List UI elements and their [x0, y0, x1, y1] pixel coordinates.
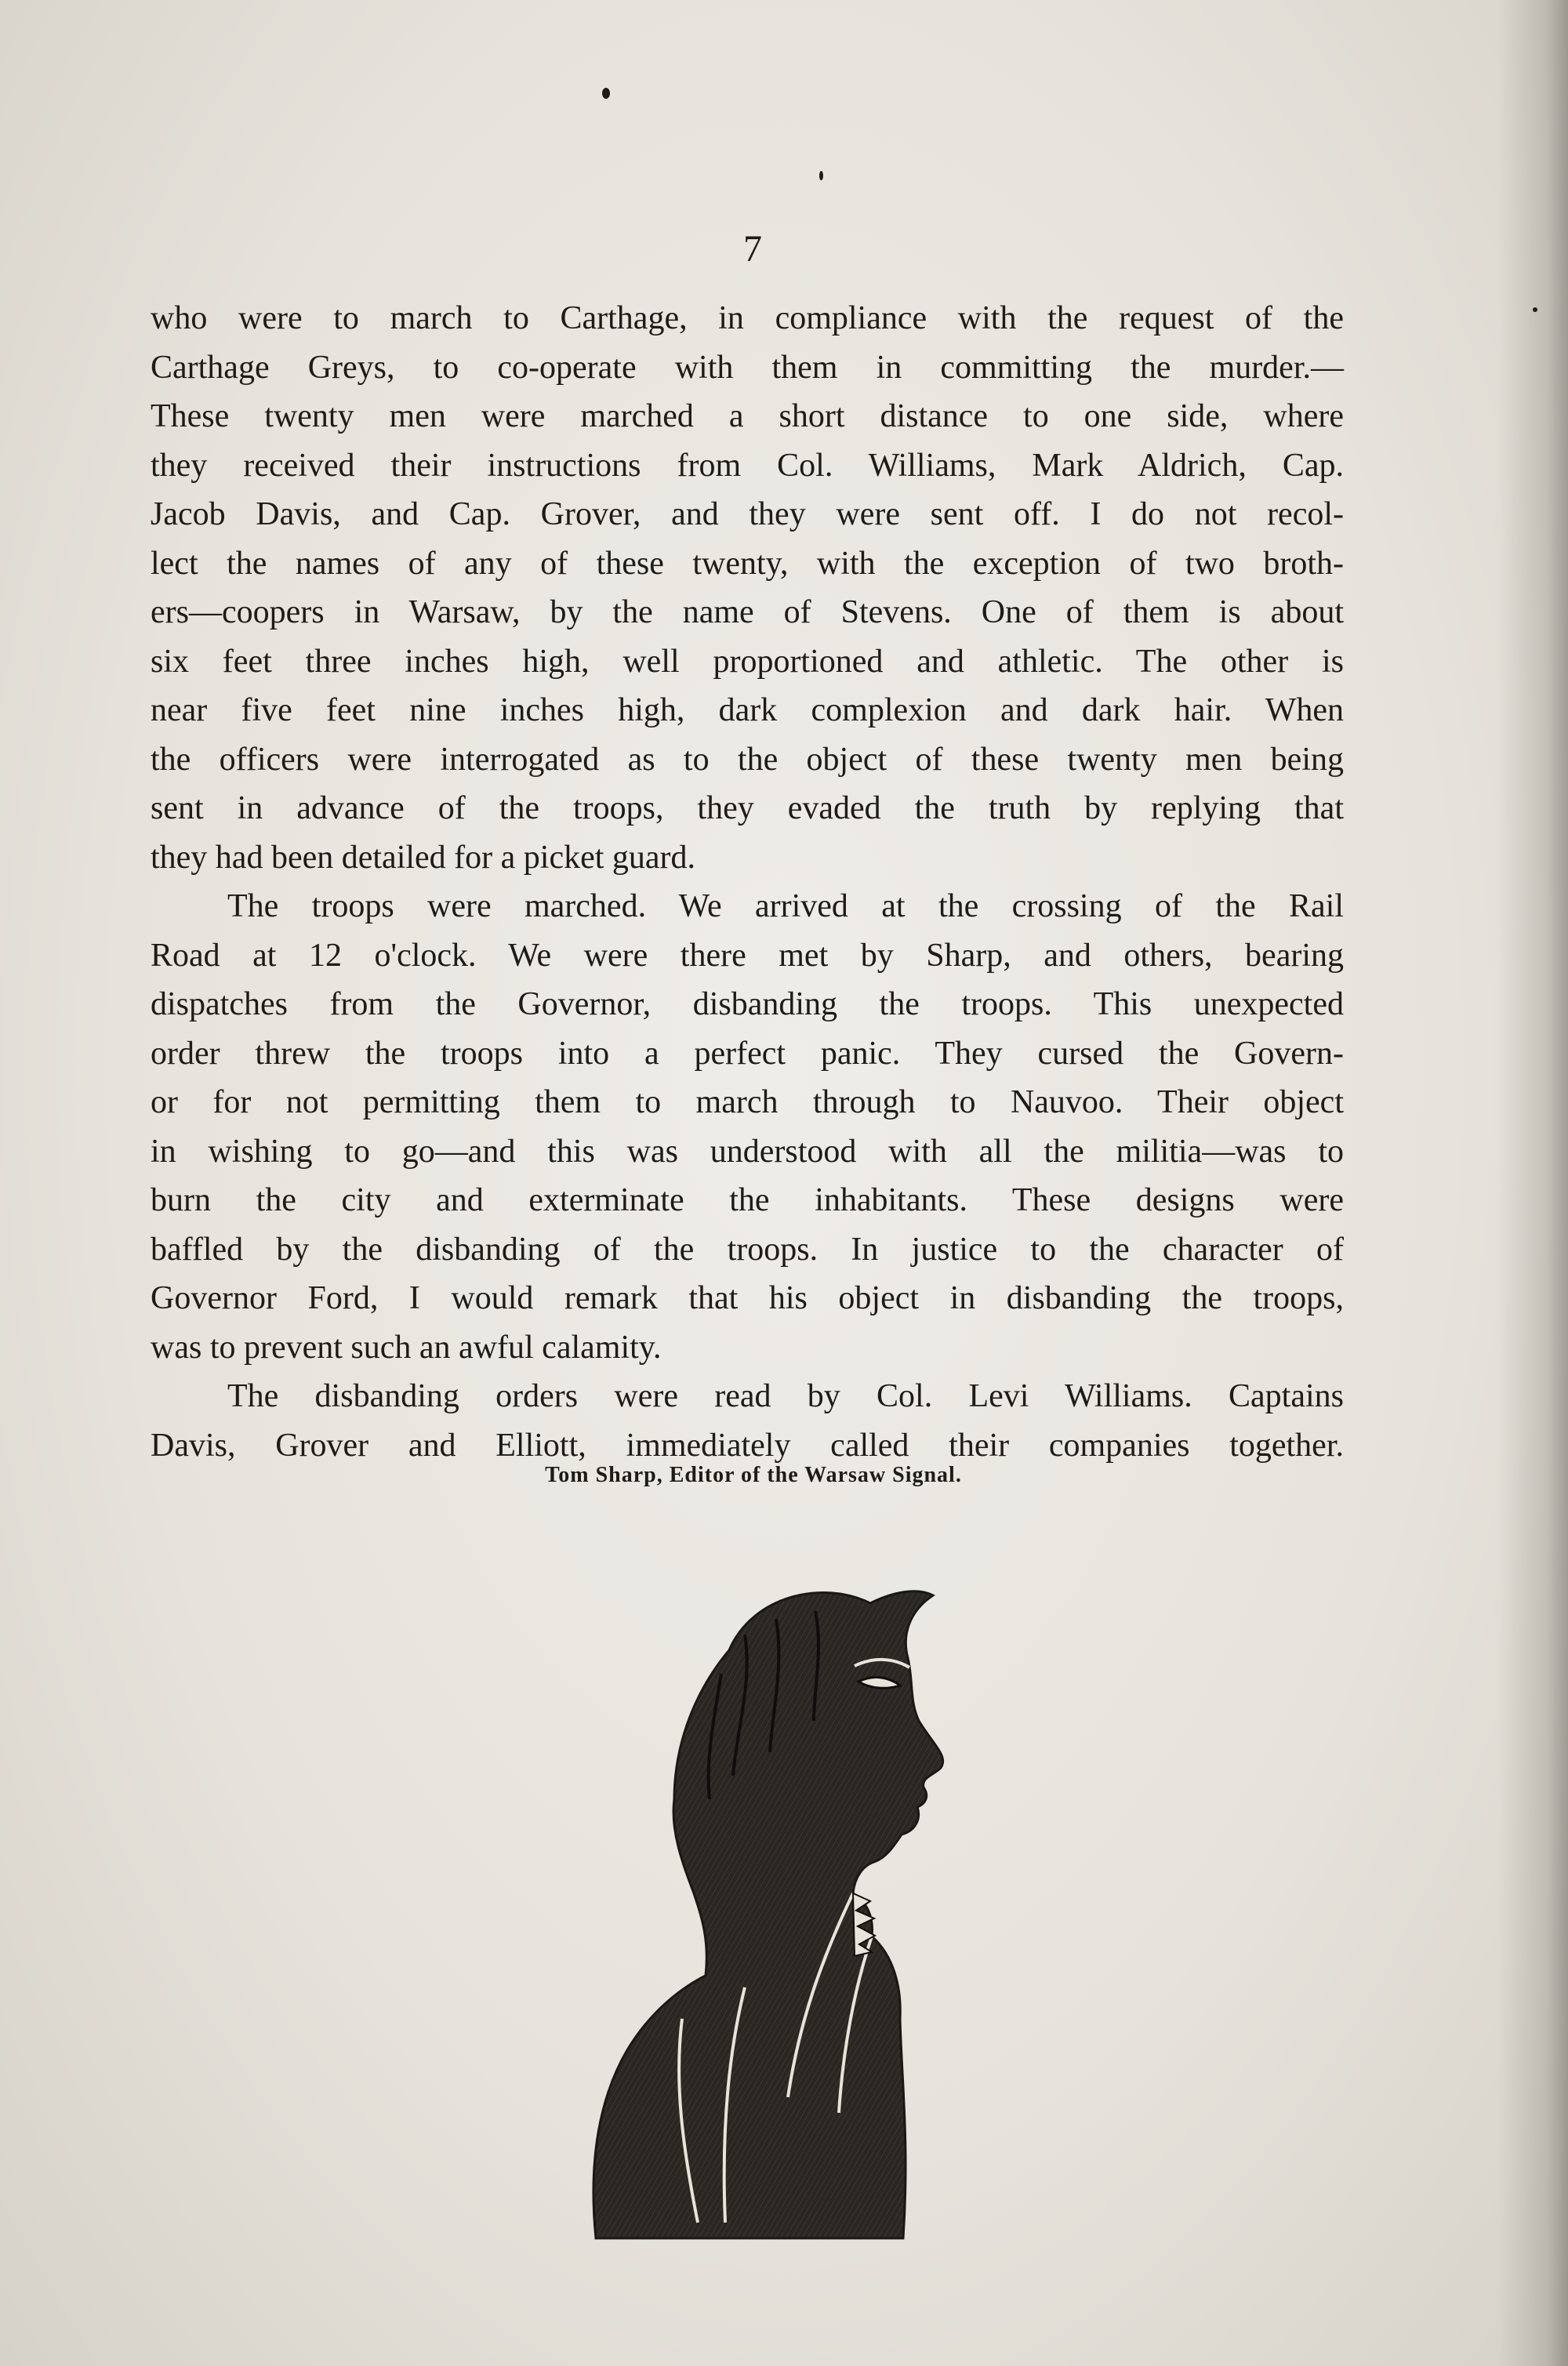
illustration-caption: Tom Sharp, Editor of the Warsaw Signal.	[545, 1463, 962, 1487]
text-line: Governor Ford, I would remark that his object in disbanding the troops,	[151, 1280, 1344, 1316]
text-line: Road at 12 o'clock. We were there met by Sharp, and others, bearing	[151, 937, 1344, 974]
text-line: burn the city and exterminate the inhabitants. These designs were	[151, 1182, 1344, 1218]
text-line: lect the names of any of these twenty, with the exception of two broth-	[151, 545, 1344, 582]
text-line: Jacob Davis, and Cap. Grover, and they were sent off. I do not recol-	[151, 496, 1344, 532]
ink-speck	[1533, 307, 1537, 312]
text-line: in wishing to go—and this was understood with all the militia—was to	[151, 1133, 1344, 1170]
text-line: sent in advance of the troops, they evaded the truth by replying that	[151, 790, 1344, 826]
text-line: dispatches from the Governor, disbanding the troops. This unexpected	[151, 986, 1344, 1022]
portrait-silhouette-illustration	[564, 1548, 1004, 2254]
text-line: The disbanding orders were read by Col. Levi Williams. Captains	[227, 1378, 1344, 1414]
spine-shadow	[1497, 0, 1568, 2366]
text-line: was to prevent such an awful calamity.	[151, 1329, 662, 1366]
text-line: baffled by the disbanding of the troops. In justice to the character of	[151, 1231, 1344, 1268]
text-line: or for not permitting them to march through to Nauvoo. Their object	[151, 1084, 1344, 1120]
text-line: they received their instructions from Col. Williams, Mark Aldrich, Cap.	[151, 447, 1344, 484]
text-line: The troops were marched. We arrived at the crossing of the Rail	[227, 888, 1344, 924]
ink-speck	[602, 88, 610, 99]
text-line: they had been detailed for a picket guard.	[151, 839, 696, 876]
text-line: Davis, Grover and Elliott, immediately called their companies together.	[151, 1427, 1344, 1464]
text-line: who were to march to Carthage, in compliance with the request of the	[151, 300, 1344, 336]
body-text	[151, 294, 1344, 1470]
ink-speck	[819, 171, 823, 180]
page-number: 7	[743, 228, 762, 270]
text-line: These twenty men were marched a short distance to one side, where	[151, 398, 1344, 434]
text-line: near five feet nine inches high, dark complexion and dark hair. When	[151, 692, 1344, 728]
text-line: Carthage Greys, to co-operate with them in committing the murder.—	[151, 349, 1344, 386]
text-line: ers—coopers in Warsaw, by the name of Stevens. One of them is about	[151, 594, 1344, 630]
text-line: the officers were interrogated as to the object of these twenty men being	[151, 741, 1344, 778]
text-line: six feet three inches high, well proportioned and athletic. The other is	[151, 643, 1344, 680]
text-line: order threw the troops into a perfect panic. They cursed the Govern-	[151, 1035, 1344, 1072]
